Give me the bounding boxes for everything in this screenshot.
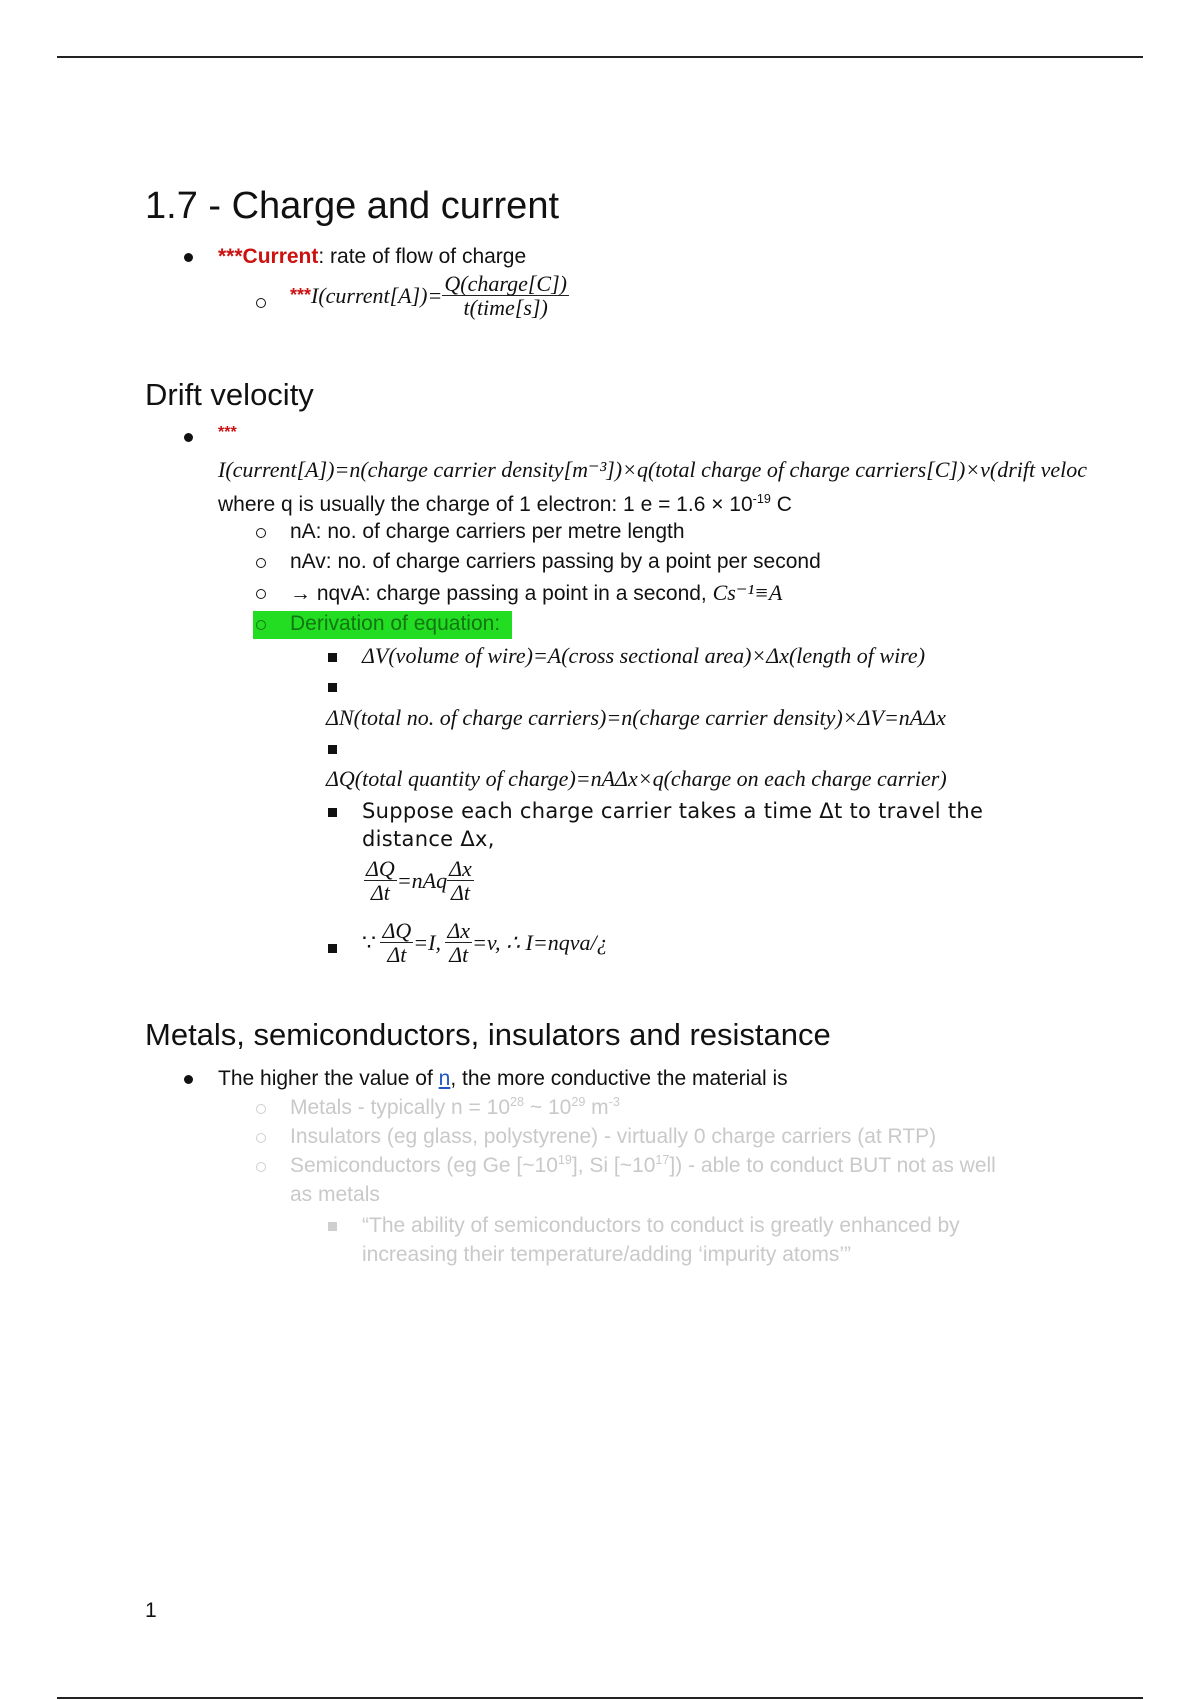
bullet-disc [184, 1075, 193, 1084]
derivation-step-charge: ΔQ(total quantity of charge)=nAΔx×q(charge on each charge carrier) [326, 766, 947, 791]
bullet-square [328, 683, 337, 692]
semi-text: ]) - able to conduct BUT not as well [669, 1154, 996, 1177]
fraction-numerator: Δx [449, 856, 472, 881]
exponent: 17 [655, 1153, 670, 1167]
metals-text: Metals - typically n = 10 [290, 1096, 511, 1119]
bullet-circle [256, 589, 266, 599]
fraction [445, 919, 472, 966]
page-number: 1 [145, 1599, 157, 1622]
bullet-circle [256, 620, 266, 630]
bullet-circle [256, 298, 266, 308]
list-item-insulators: Insulators (eg glass, polystyrene) - virtually 0 charge carriers (at RTP) [290, 1125, 937, 1148]
fraction-numerator: ΔQ [382, 918, 412, 943]
semi-text: Semiconductors (eg Ge [~10 [290, 1154, 558, 1177]
quote-line2: increasing their temperature/adding ‘impurity atoms’” [362, 1243, 852, 1266]
exponent: 29 [571, 1095, 586, 1109]
derivation-step-number: ΔN(total no. of charge carriers)=n(charge carrier density)×ΔV=nAΔx [326, 705, 946, 730]
n-link[interactable]: n [438, 1067, 451, 1090]
exponent: -3 [608, 1095, 620, 1109]
footer-rule [57, 1697, 1143, 1699]
formula-lhs: I(current[A])= [311, 282, 443, 308]
list-item [290, 580, 782, 606]
fraction-numerator: ΔQ [366, 856, 395, 881]
equation-end: =v, ∴ I=nqva/¿ [472, 929, 608, 955]
formula-fraction [442, 272, 569, 319]
fraction [364, 857, 397, 904]
semi-text: ], Si [~10 [571, 1154, 656, 1177]
metals-text: ~ 10 [524, 1096, 572, 1119]
bullet-square [328, 808, 337, 817]
fraction-denominator: Δt [370, 880, 390, 906]
list-item: nAv: no. of charge carriers passing by a point per second [290, 550, 821, 573]
header-rule [57, 56, 1143, 58]
unit-equivalence: Cs⁻¹≡A [712, 580, 783, 605]
drift-note-unit: C [770, 493, 792, 516]
derivation-conclusion [362, 919, 608, 966]
drift-note [218, 492, 792, 517]
bullet-square [328, 745, 337, 754]
bullet-square [328, 1222, 337, 1231]
formula-numerator: Q(charge[C]) [444, 271, 567, 296]
bullet-circle [256, 528, 266, 538]
exponent: 19 [557, 1153, 572, 1167]
current-definition [218, 245, 526, 269]
importance-stars: *** [218, 245, 243, 268]
derivation-step-volume: ΔV(volume of wire)=A(cross sectional area)×Δx(length of wire) [362, 643, 926, 668]
fraction-numerator: Δx [447, 918, 471, 943]
conductivity-statement [218, 1067, 788, 1091]
bullet-circle [256, 1133, 266, 1143]
fraction-denominator: Δt [450, 880, 470, 906]
bullet-disc [184, 253, 193, 262]
because-symbol: ∵ [362, 929, 376, 955]
fraction [447, 857, 474, 904]
fraction-denominator: Δt [449, 942, 469, 968]
quote-line1: “The ability of semiconductors to conduct is greatly enhanced by [362, 1214, 960, 1237]
statement-text: The higher the value of [218, 1067, 439, 1090]
equation-middle: =nAq [396, 867, 448, 893]
bullet-circle [256, 558, 266, 568]
list-item-metals [290, 1095, 620, 1120]
importance-stars: *** [290, 285, 312, 306]
importance-stars: *** [218, 424, 237, 441]
derivation-step-time-line1: Suppose each charge carrier takes a time Δt to travel the [362, 799, 984, 823]
derivation-label: Derivation of equation: [290, 612, 501, 635]
page-title: 1.7 - Charge and current [145, 185, 560, 227]
derivation-rate-equation [364, 857, 474, 904]
section-heading-drift: Drift velocity [145, 377, 314, 412]
bullet-circle [256, 1162, 266, 1172]
drift-note-text: where q is usually the charge of 1 electron: 1 e = 1.6 × 10 [218, 493, 753, 516]
section-heading-metals: Metals, semiconductors, insulators and resistance [145, 1017, 831, 1052]
list-item-semiconductors [290, 1153, 996, 1178]
bullet-square [328, 653, 337, 662]
drift-note-exponent: -19 [752, 492, 771, 506]
derivation-step-time-line2: distance Δx, [362, 827, 495, 851]
metals-text: m [585, 1096, 609, 1119]
fraction-denominator: Δt [387, 942, 407, 968]
formula-denominator: t(time[s]) [463, 295, 548, 321]
list-item: nA: no. of charge carriers per metre length [290, 520, 685, 543]
current-term: Current [242, 245, 319, 268]
list-item-semiconductors-cont: as metals [290, 1183, 380, 1206]
bullet-disc [184, 433, 193, 442]
bullet-circle [256, 1104, 266, 1114]
current-formula [290, 272, 569, 319]
current-def-text: : rate of flow of charge [318, 245, 527, 268]
fraction [380, 919, 413, 966]
statement-text: , the more conductive the material is [450, 1067, 788, 1090]
list-item-text: → nqvA: charge passing a point in a second, [290, 582, 713, 605]
equation-middle: =I, [413, 929, 441, 955]
exponent: 28 [510, 1095, 525, 1109]
bullet-square [328, 944, 337, 953]
drift-equation: I(current[A])=n(charge carrier density[m⁻³])×q(total charge of charge carriers[C])×v(drift veloc [218, 457, 1088, 482]
